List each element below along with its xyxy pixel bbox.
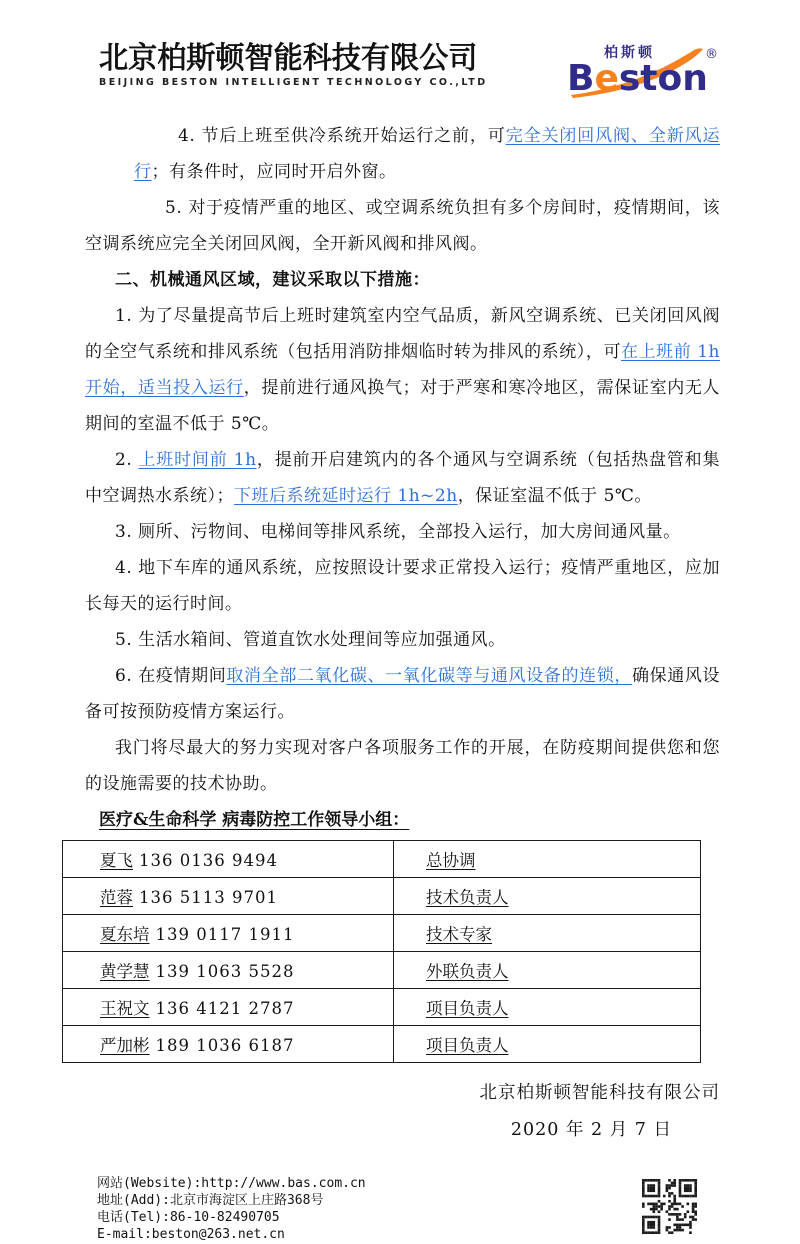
team-table-row — [63, 841, 701, 878]
role-cell — [394, 1026, 701, 1063]
team-heading — [85, 802, 720, 838]
signoff-block — [85, 1075, 720, 1149]
team-table-row — [63, 989, 701, 1026]
contact-cell — [63, 1026, 394, 1063]
role-cell — [394, 952, 701, 989]
letterhead — [85, 42, 720, 110]
contact-role: 项目负责人 — [426, 999, 509, 1018]
text-segment: ，提前进行通风换气；对于严寒和寒冷地区，需保证室内无人期间的室温不低于 5℃。 — [85, 378, 721, 434]
contact-phone: 136 0136 9494 — [139, 851, 278, 870]
contact-name: 范蓉 — [100, 888, 133, 907]
contact-name: 王祝文 — [100, 999, 150, 1018]
contact-phone: 139 1063 5528 — [155, 962, 295, 981]
contact-role: 总协调 — [426, 851, 476, 870]
inline-link[interactable]: 取消全部二氧化碳、一氧化碳等与通风设备的连锁， — [226, 666, 632, 686]
team-table-row — [63, 878, 701, 915]
contact-cell — [63, 841, 394, 878]
team-heading-text: 医疗&生命科学 病毒防控工作领导小组： — [99, 810, 410, 830]
contact-role: 外联负责人 — [426, 962, 509, 981]
inline-link[interactable]: 在上班前 1h 开始，适当投入运行 — [85, 342, 721, 398]
team-table-row — [63, 915, 701, 952]
text-segment: ，提前开启建筑内的各个通风与空调系统（包括热盘管和集中空调热水系统）； — [85, 450, 721, 506]
text-segment: 1. 为了尽量提高节后上班时建筑室内空气品质，新风空调系统、已关闭回风阀的全空气系统和排风系统（包括用消防排烟临时转为排风的系统），可 — [85, 306, 720, 362]
text-segment: 6. 在疫情期间 — [115, 666, 227, 686]
beston-logo — [565, 40, 720, 104]
text-segment: ；有条件时，应同时开启外窗。 — [151, 162, 397, 182]
beston-logo-graphic — [565, 40, 720, 104]
text-segment: ，保证室温不低于 5℃。 — [457, 486, 652, 506]
contact-phone: 139 0117 1911 — [155, 925, 295, 944]
signoff-date: 2020 年 2 月 7 日 — [510, 1120, 672, 1140]
role-cell — [394, 915, 701, 952]
logo-brand-cn-text: 柏斯顿 — [604, 45, 655, 61]
text-segment: 确保通风设备可按预防疫情方案运行。 — [85, 666, 721, 722]
text-segment: 4. 节后上班至供冷系统开始运行之前，可 — [178, 126, 506, 146]
footer-address: 地址(Add):北京市海淀区上庄路368号 — [97, 1193, 324, 1208]
contact-role: 项目负责人 — [426, 1036, 509, 1055]
text-segment: 5. 对于疫情严重的地区、或空调系统负担有多个房间时，疫情期间，该空调系统应完全关闭回风阀，全开新风阀和排风阀。 — [85, 198, 720, 254]
inline-link[interactable]: 完全关闭回风阀、全新风运行 — [134, 126, 721, 182]
page-footer — [85, 1175, 720, 1243]
text-segment: 3. 厕所、污物间、电梯间等排风系统，全部投入运行，加大房间通风量。 — [115, 522, 681, 542]
role-cell — [394, 989, 701, 1026]
logo-registered-mark: ® — [705, 47, 718, 62]
document-body — [85, 118, 720, 802]
list-item-4 — [85, 550, 720, 622]
contact-name: 黄学慧 — [100, 962, 150, 981]
text-segment: 二、机械通风区域，建议采取以下措施： — [115, 270, 430, 290]
footer-contact-block — [97, 1175, 366, 1243]
list-item-5 — [85, 622, 720, 658]
contact-role: 技术专家 — [426, 925, 492, 944]
team-table-row — [63, 952, 701, 989]
inline-link[interactable]: 上班时间前 1h — [138, 450, 257, 470]
list-item-3 — [85, 514, 720, 550]
team-contact-table — [62, 840, 701, 1063]
contact-role: 技术负责人 — [426, 888, 509, 907]
text-segment: 2. — [115, 450, 139, 470]
list-item-4-section1 — [134, 118, 720, 190]
text-segment: 我门将尽最大的努力实现对客户各项服务工作的开展，在防疫期间提供您和您的设施需要的技术协助。 — [85, 738, 720, 794]
letterhead-company-name-en: BEIJING BESTON INTELLIGENT TECHNOLOGY CO.,LTD — [99, 77, 488, 88]
contact-cell — [63, 915, 394, 952]
contact-name: 夏东培 — [100, 925, 150, 944]
footer-website: 网站(Website):http://www.bas.com.cn — [97, 1176, 366, 1191]
text-segment: 5. 生活水箱间、管道直饮水处理间等应加强通风。 — [115, 630, 506, 650]
footer-telephone: 电话(Tel):86-10-82490705 — [97, 1210, 280, 1225]
contact-cell — [63, 952, 394, 989]
contact-name: 严加彬 — [100, 1036, 150, 1055]
closing-paragraph — [85, 730, 720, 802]
logo-brand-text: Beston — [567, 58, 708, 99]
list-item-6 — [85, 658, 720, 730]
contact-cell — [63, 989, 394, 1026]
signoff-company-name: 北京柏斯顿智能科技有限公司 — [479, 1083, 720, 1103]
contact-cell — [63, 878, 394, 915]
contact-name: 夏飞 — [100, 851, 133, 870]
list-item-5-section1 — [85, 190, 720, 262]
section2-heading — [85, 262, 720, 298]
list-item-1 — [85, 298, 720, 442]
list-item-2 — [85, 442, 720, 514]
contact-phone: 136 5113 9701 — [139, 888, 278, 907]
letterhead-company-name-cn: 北京柏斯顿智能科技有限公司 — [99, 41, 478, 76]
qr-code — [642, 1179, 697, 1234]
letterhead-company-block — [99, 42, 489, 88]
footer-email: E-mail:beston@263.net.cn — [97, 1227, 285, 1242]
inline-link[interactable]: 下班后系统延时运行 1h~2h — [234, 486, 458, 506]
role-cell — [394, 841, 701, 878]
team-table-row — [63, 1026, 701, 1063]
contact-phone: 136 4121 2787 — [155, 999, 295, 1018]
role-cell — [394, 878, 701, 915]
text-segment: 4. 地下车库的通风系统，应按照设计要求正常投入运行；疫情严重地区，应加长每天的运行时间。 — [85, 558, 720, 614]
contact-phone: 189 1036 6187 — [155, 1036, 295, 1055]
